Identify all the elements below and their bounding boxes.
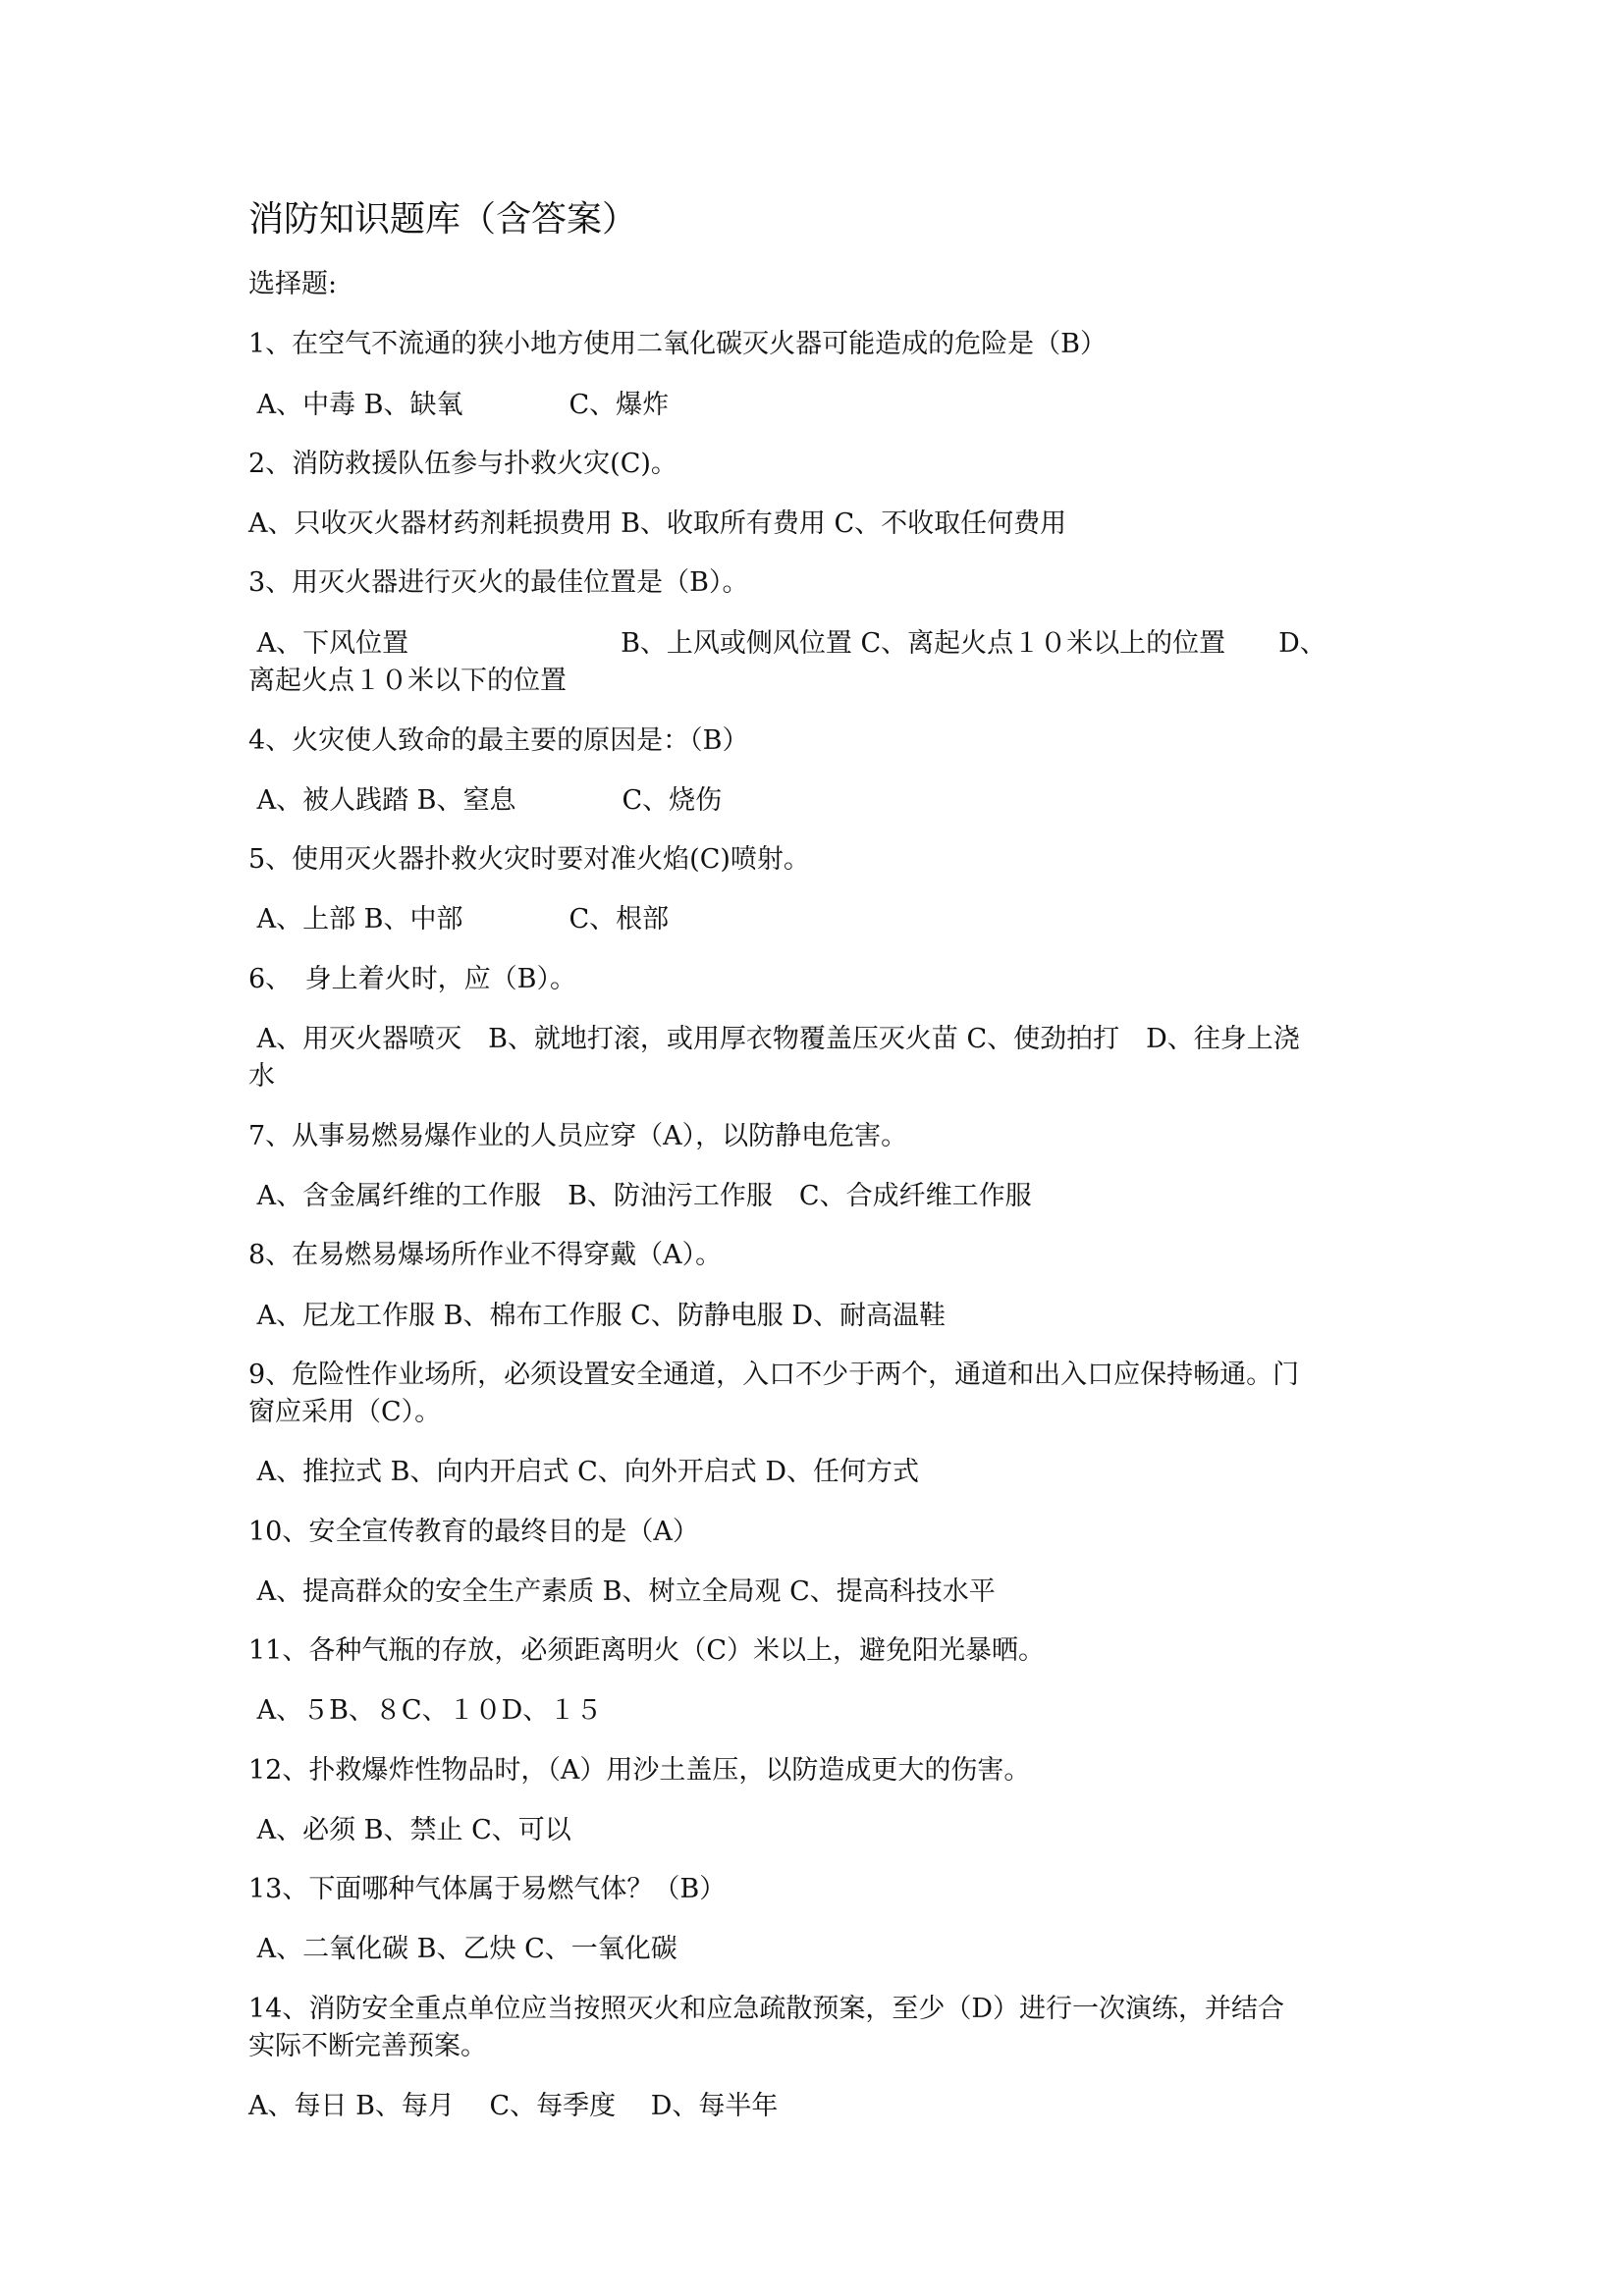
question-7: 7、从事易燃易爆作业的人员应穿（A），以防静电危害。 bbox=[248, 1121, 908, 1151]
section-heading: 选择题: bbox=[248, 269, 338, 299]
options-2: A、只收灭火器材药剂耗损费用 B、收取所有费用 C、不收取任何费用 bbox=[248, 508, 1067, 539]
question-2: 2、消防救援队伍参与扑救火灾(C)。 bbox=[248, 449, 677, 479]
options-5: A、上部 B、中部 C、根部 bbox=[248, 904, 670, 934]
options-7: A、含金属纤维的工作服 B、防油污工作服 C、合成纤维工作服 bbox=[248, 1181, 1032, 1211]
question-12: 12、扑救爆炸性物品时，（A）用沙土盖压，以防造成更大的伤害。 bbox=[248, 1755, 1031, 1786]
options-9: A、推拉式 B、向内开启式 C、向外开启式 D、任何方式 bbox=[248, 1457, 919, 1487]
options-11: A、５B、８C、１０D、１５ bbox=[248, 1695, 603, 1726]
options-13: A、二氧化碳 B、乙炔 C、一氧化碳 bbox=[248, 1934, 677, 1964]
question-5: 5、使用灭火器扑救火灾时要对准火焰(C)喷射。 bbox=[248, 844, 810, 875]
options-3-line-1: A、下风位置 B、上风或侧风位置 C、离起火点１０米以上的位置 D、 bbox=[248, 628, 1326, 659]
options-12: A、必须 B、禁止 C、可以 bbox=[248, 1815, 571, 1845]
question-14-line-2: 实际不断完善预案。 bbox=[248, 2031, 487, 2061]
options-4: A、被人践踏 B、窒息 C、烧伤 bbox=[248, 785, 723, 816]
question-10: 10、安全宣传教育的最终目的是（A） bbox=[248, 1517, 699, 1547]
question-3: 3、用灭火器进行灭火的最佳位置是（B）。 bbox=[248, 567, 749, 598]
question-1: 1、在空气不流通的狭小地方使用二氧化碳灭火器可能造成的危险是（B） bbox=[248, 329, 1108, 359]
question-13: 13、下面哪种气体属于易燃气体？（B） bbox=[248, 1874, 727, 1904]
options-1: A、中毒 B、缺氧 C、爆炸 bbox=[248, 390, 670, 420]
question-14-line-1: 14、消防安全重点单位应当按照灭火和应急疏散预案，至少（D）进行一次演练，并结合 bbox=[248, 1994, 1285, 2024]
question-8: 8、在易燃易爆场所作业不得穿戴（A）。 bbox=[248, 1240, 723, 1270]
options-10: A、提高群众的安全生产素质 B、树立全局观 C、提高科技水平 bbox=[248, 1576, 996, 1607]
options-6-line-2: 水 bbox=[248, 1061, 275, 1092]
options-3-line-2: 离起火点１０米以下的位置 bbox=[248, 666, 567, 696]
options-6-line-1: A、用灭火器喷灭 B、就地打滚，或用厚衣物覆盖压灭火苗 C、使劲拍打 D、往身上浇 bbox=[248, 1024, 1300, 1054]
question-9-line-1: 9、危险性作业场所，必须设置安全通道，入口不少于两个，通道和出入口应保持畅通。门 bbox=[248, 1360, 1300, 1390]
question-4: 4、火灾使人致命的最主要的原因是：（B） bbox=[248, 725, 749, 756]
document-title: 消防知识题库（含答案） bbox=[248, 199, 638, 240]
question-11: 11、各种气瓶的存放，必须距离明火（C）米以上，避免阳光暴晒。 bbox=[248, 1635, 1046, 1666]
question-9-line-2: 窗应采用（C）。 bbox=[248, 1397, 442, 1427]
options-14: A、每日 B、每月 C、每季度 D、每半年 bbox=[248, 2091, 779, 2121]
question-6: 6、 身上着火时，应（B）。 bbox=[248, 964, 577, 994]
options-8: A、尼龙工作服 B、棉布工作服 C、防静电服 D、耐高温鞋 bbox=[248, 1301, 946, 1331]
